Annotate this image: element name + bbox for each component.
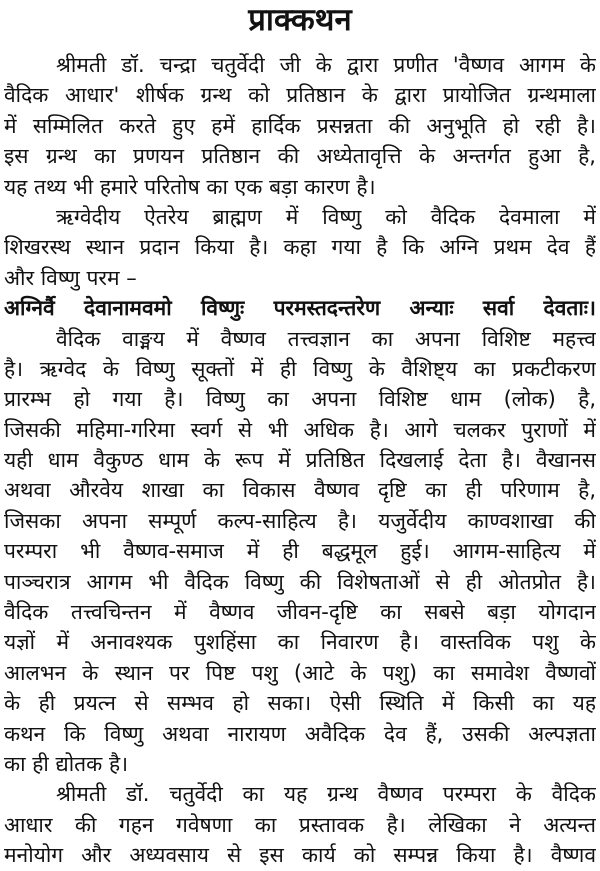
text-line: मनोयोग और अध्यवसाय से इस कार्य को सम्पन्न किया है। वैष्णव bbox=[4, 843, 596, 868]
text-line: यही धाम वैकुण्ठ धाम के रूप में प्रतिष्ठित दिखलाई देता है। वैखानस bbox=[4, 448, 596, 473]
text-line: कथन कि विष्णु अथवा नारायण अवैदिक देव हैं, उसकी अल्पज्ञता bbox=[4, 721, 596, 746]
text-line: आलभन के स्थान पर पिष्ट पशु (आटे के पशु) का समावेश वैष्णवों bbox=[4, 660, 596, 685]
text-line: आधार की गहन गवेषणा का प्रस्तावक है। लेखिका ने अत्यन्त bbox=[4, 812, 596, 837]
text-line: पाञ्चरात्र आगम भी वैदिक विष्णु की विशेषताओं से ही ओतप्रोत है। bbox=[4, 569, 596, 594]
text-line: वैदिक तत्त्वचिन्तन में वैष्णव जीवन-दृष्टि का सबसे बड़ा योगदान bbox=[4, 600, 596, 625]
text-line: जिसकी महिमा-गरिमा स्वर्ग से भी अधिक है। आगे चलकर पुराणों में bbox=[4, 417, 596, 442]
text-line: वैदिक वाङ्मय में वैष्णव तत्त्वज्ञान का अपना विशिष्ट महत्त्व bbox=[56, 326, 596, 351]
text-line: श्रीमती डॉ. चतुर्वेदी का यह ग्रन्थ वैष्णव परम्परा के वैदिक bbox=[56, 782, 596, 807]
document-body bbox=[4, 50, 596, 871]
text-line: प्रारम्भ हो गया है। विष्णु का अपना विशिष्ट धाम (लोक) है, bbox=[4, 387, 596, 412]
text-line: वैदिक आधार' शीर्षक ग्रन्थ को प्रतिष्ठान के द्वारा प्रायोजित ग्रन्थमाला bbox=[4, 83, 596, 108]
text-line: है। ऋग्वेद के विष्णु सूक्तों में ही विष्णु के वैशिष्ट्य का प्रकटीकरण bbox=[4, 356, 596, 381]
text-line: श्रीमती डॉ. चन्द्रा चतुर्वेदी जी के द्वारा प्रणीत 'वैष्णव आगम के bbox=[56, 53, 596, 77]
page-title: प्राक्कथन bbox=[248, 2, 352, 38]
text-line: यज्ञों में अनावश्यक पुशहिंसा का निवारण है। वास्तविक पशु के bbox=[4, 630, 596, 655]
text-line: परम्परा भी वैष्णव-समाज में ही बद्धमूल हुई। आगम-साहित्य में bbox=[4, 539, 596, 564]
text-line: इस ग्रन्थ का प्रणयन प्रतिष्ठान की अध्येतावृत्ति के अन्तर्गत हुआ है, bbox=[4, 144, 596, 169]
text-line: अथवा औरवेय शाखा का विकास वैष्णव दृष्टि का ही परिणाम है, bbox=[4, 478, 596, 503]
text-line: जिसका अपना सम्पूर्ण कल्प-साहित्य है। यजुर्वेदीय काण्वशाखा की bbox=[4, 508, 596, 533]
text-line: के ही प्रयत्न से सम्भव हो सका। ऐसी स्थिति में किसी का यह bbox=[4, 691, 596, 716]
text-line: शिखरस्थ स्थान प्रदान किया है। कहा गया है कि अग्नि प्रथम देव हैं bbox=[4, 235, 596, 260]
text-line: में सम्मिलित करते हुए हमें हार्दिक प्रसन्नता की अनुभूति हो रही है। bbox=[4, 113, 596, 138]
sanskrit-quote: अग्निर्वै देवानामवमो विष्णुः परमस्तदन्तरेण अन्याः सर्वा देवताः। bbox=[4, 296, 596, 321]
text-line: और विष्णु परम – bbox=[4, 265, 137, 290]
text-line: ऋग्वेदीय ऐतरेय ब्राह्मण में विष्णु को वैदिक देवमाला में bbox=[56, 204, 596, 229]
text-line: का ही द्योतक है। bbox=[4, 751, 129, 776]
text-line: यह तथ्य भी हमारे परितोष का एक बड़ा कारण है। bbox=[4, 174, 376, 199]
